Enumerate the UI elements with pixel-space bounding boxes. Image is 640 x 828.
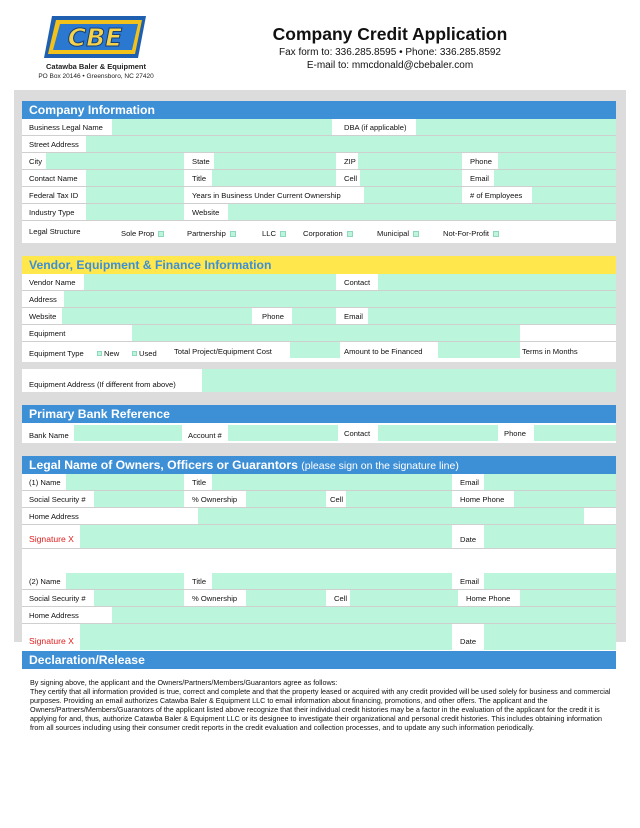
- state-label: State: [192, 157, 210, 166]
- zip-field[interactable]: [358, 153, 462, 169]
- owner1-date-field[interactable]: [484, 525, 616, 548]
- city-label: City: [29, 157, 43, 166]
- address-label: Address: [29, 295, 57, 304]
- owner2-date-label: Date: [460, 637, 477, 646]
- owner1-name-label: (1) Name: [29, 478, 61, 487]
- dba-label: DBA (if applicable): [344, 123, 407, 132]
- owner1-ownership-field[interactable]: [246, 491, 326, 507]
- owner1-title-label: Title: [192, 478, 207, 487]
- form-row: [22, 204, 616, 221]
- owner2-name-field[interactable]: [66, 573, 184, 589]
- equipment-address-row: [22, 369, 616, 392]
- total-cost-label: Total Project/Equipment Cost: [174, 347, 272, 356]
- address-field[interactable]: [64, 291, 616, 307]
- dba-field[interactable]: [416, 119, 616, 135]
- title-label: Title: [192, 174, 207, 183]
- form-row: [22, 153, 616, 170]
- bank-phone-field[interactable]: [534, 425, 616, 441]
- form-row: [22, 491, 616, 508]
- equipment-address-label: Equipment Address (If different from above): [29, 380, 176, 389]
- company-info-section: [22, 101, 616, 243]
- owner2-home-address-field[interactable]: [112, 607, 616, 623]
- structure-option-corporation[interactable]: Corporation: [303, 229, 353, 238]
- amount-financed-label: Amount to be Financed: [344, 347, 423, 356]
- owner2-email-field[interactable]: [484, 573, 616, 589]
- phone-field[interactable]: [292, 308, 336, 324]
- bank-section: [22, 405, 616, 443]
- owner2-ownership-field[interactable]: [246, 590, 326, 606]
- bank-phone-label: Phone: [504, 429, 526, 438]
- years-in-business-field[interactable]: [364, 187, 462, 203]
- owner2-signature-field[interactable]: [80, 624, 452, 650]
- logo-company-name: Catawba Baler & Equipment: [45, 62, 147, 71]
- industry-type-label: Industry Type: [29, 208, 75, 217]
- partnership-checkbox[interactable]: [230, 231, 236, 237]
- industry-type-field[interactable]: [86, 204, 184, 220]
- account-field[interactable]: [228, 425, 338, 441]
- form-row: [22, 525, 616, 549]
- owner1-title-field[interactable]: [212, 474, 452, 490]
- owner2-email-label: Email: [460, 577, 479, 586]
- structure-option-municipal[interactable]: Municipal: [377, 229, 419, 238]
- employees-label: # of Employees: [470, 191, 523, 200]
- owner2-title-field[interactable]: [212, 573, 452, 589]
- equipment-type-label: Equipment Type: [29, 349, 84, 358]
- owner1-ssn-label: Social Security #: [29, 495, 86, 504]
- years-in-business-label: Years in Business Under Current Ownership: [192, 191, 341, 200]
- equipment-field[interactable]: [132, 325, 520, 341]
- new-checkbox[interactable]: [97, 351, 102, 356]
- phone-label: Phone: [470, 157, 492, 166]
- bank-name-label: Bank Name: [29, 431, 69, 440]
- form-row: [22, 573, 616, 590]
- equipment-type-new[interactable]: New: [95, 349, 119, 358]
- owner1-signature-field[interactable]: [80, 525, 452, 548]
- owner1-cell-field[interactable]: [346, 491, 452, 507]
- bank-name-field[interactable]: [74, 425, 182, 441]
- account-label: Account #: [188, 431, 222, 440]
- section-heading: Primary Bank Reference: [22, 405, 616, 423]
- owner1-name-field[interactable]: [66, 474, 184, 490]
- section-heading: Vendor, Equipment & Finance Information: [22, 256, 616, 274]
- page-title: Company Credit Application: [272, 24, 508, 44]
- form-row: [22, 308, 616, 325]
- owner2-title-label: Title: [192, 577, 207, 586]
- form-row: [22, 590, 616, 607]
- federal-tax-id-field[interactable]: [86, 187, 184, 203]
- form-row: [22, 342, 616, 362]
- owner1-home-phone-label: Home Phone: [460, 495, 505, 504]
- amount-financed-field[interactable]: [438, 342, 520, 358]
- legal-structure-label: Legal Structure: [29, 227, 81, 236]
- declaration-heading: Declaration/Release: [22, 651, 616, 669]
- llc-checkbox[interactable]: [280, 231, 286, 237]
- owner2-cell-field[interactable]: [350, 590, 458, 606]
- owner1-cell-label: Cell: [330, 495, 344, 504]
- owner1-email-label: Email: [460, 478, 479, 487]
- structure-option-partnership[interactable]: Partnership: [187, 229, 236, 238]
- form-row: [22, 474, 616, 491]
- website-field[interactable]: [62, 308, 252, 324]
- bank-contact-label: Contact: [344, 429, 371, 438]
- contact-name-label: Contact Name: [29, 174, 78, 183]
- website-label: Website: [192, 208, 220, 217]
- fax-phone-line: Fax form to: 336.285.8595 • Phone: 336.285.8592: [279, 47, 501, 58]
- zip-label: ZIP: [344, 157, 356, 166]
- vendor-name-label: Vendor Name: [29, 278, 76, 287]
- form-row: [22, 170, 616, 187]
- form-row: [22, 607, 616, 624]
- owner2-signature-label: Signature X: [29, 636, 74, 646]
- equipment-type-used[interactable]: Used: [130, 349, 157, 358]
- street-address-field[interactable]: [86, 136, 616, 152]
- email-line: E-mail to: mmcdonald@cbebaler.com: [306, 60, 474, 71]
- state-field[interactable]: [214, 153, 336, 169]
- form-row: [22, 119, 616, 136]
- form-row: [22, 187, 616, 204]
- owner1-signature-label: Signature X: [29, 534, 74, 544]
- email-label: Email: [470, 174, 489, 183]
- contact-label: Contact: [344, 278, 371, 287]
- form-row: [22, 508, 616, 525]
- title-field[interactable]: [212, 170, 336, 186]
- not-for-profit-checkbox[interactable]: [493, 231, 499, 237]
- form-row: [22, 325, 616, 342]
- employees-field[interactable]: [532, 187, 616, 203]
- owner2-home-phone-label: Home Phone: [466, 594, 511, 603]
- owner2-ssn-field[interactable]: [94, 590, 184, 606]
- form-row: [22, 624, 616, 650]
- owner2-name-label: (2) Name: [29, 577, 61, 586]
- bank-contact-field[interactable]: [378, 425, 498, 441]
- equipment-address-field[interactable]: [202, 369, 616, 392]
- cell-field[interactable]: [360, 170, 462, 186]
- vendor-name-field[interactable]: [84, 274, 336, 290]
- structure-option-llc[interactable]: LLC: [262, 229, 286, 238]
- phone-label: Phone: [262, 312, 284, 321]
- website-label: Website: [29, 312, 57, 321]
- owners-section: [22, 456, 616, 650]
- phone-field[interactable]: [498, 153, 616, 169]
- owner1-ssn-field[interactable]: [94, 491, 184, 507]
- owner2-home-address-label: Home Address: [29, 611, 79, 620]
- email-label: Email: [344, 312, 363, 321]
- owner2-ownership-label: % Ownership: [192, 594, 238, 603]
- form-row: [22, 291, 616, 308]
- municipal-checkbox[interactable]: [413, 231, 419, 237]
- street-address-label: Street Address: [29, 140, 79, 149]
- form-row: [22, 136, 616, 153]
- email-field[interactable]: [368, 308, 616, 324]
- owner2-ssn-label: Social Security #: [29, 594, 86, 603]
- company-address: PO Box 20146 • Greensboro, NC 27420: [38, 73, 154, 80]
- owner2-date-field[interactable]: [484, 624, 616, 650]
- vendor-section: [22, 256, 616, 362]
- corporation-checkbox[interactable]: [347, 231, 353, 237]
- city-field[interactable]: [46, 153, 184, 169]
- owner1-home-phone-field[interactable]: [514, 491, 616, 507]
- owner1-home-address-label: Home Address: [29, 512, 79, 521]
- form-row: [22, 274, 616, 291]
- declaration-intro: By signing above, the applicant and the Owners/Partners/Members/Guarantors agree as follows:: [30, 678, 338, 687]
- sole-prop-checkbox[interactable]: [158, 231, 164, 237]
- section-heading: Legal Name of Owners, Officers or Guarantors (please sign on the signature line): [22, 456, 616, 474]
- svg-text:CBE: CBE: [67, 23, 123, 52]
- total-cost-field[interactable]: [290, 342, 340, 358]
- email-field[interactable]: [494, 170, 616, 186]
- business-legal-name-field[interactable]: [112, 119, 332, 135]
- used-checkbox[interactable]: [132, 351, 137, 356]
- owner1-ownership-label: % Ownership: [192, 495, 238, 504]
- section-heading: Company Information: [22, 101, 616, 119]
- owner2-cell-label: Cell: [334, 594, 348, 603]
- cell-label: Cell: [344, 174, 358, 183]
- terms-label: Terms in Months: [522, 347, 578, 356]
- federal-tax-id-label: Federal Tax ID: [29, 191, 79, 200]
- legal-structure-row: [22, 221, 616, 243]
- contact-field[interactable]: [378, 274, 616, 290]
- website-field[interactable]: [228, 204, 616, 220]
- business-legal-name-label: Business Legal Name: [29, 123, 103, 132]
- owner1-date-label: Date: [460, 535, 477, 544]
- structure-option-not-for-profit[interactable]: Not-For-Profit: [443, 229, 499, 238]
- equipment-label: Equipment: [29, 329, 66, 338]
- declaration-text: They certify that all information provided is true, correct and complete and that the property leased or acquired with any credit provided will be used solely for business and commercial purposes. Providing an email authorizes Catawba Baler & Equipment LLC to email information about financing, promotions, and other offers. The applicant and the Owners/Partners/Members/Guarantors of the applicant listed above recognize that their individual credit histories may be a factor in the evaluation of the applicant for the credit it is applying for and, thus, authorize Catawba Baler & Equipment LLC or its designee to investigate their organizational and personal credit histories. This includes obtaining information from all sources including using their consumer credit reports in the credit evaluation and collection processes, and to update any such information periodically.: [30, 687, 611, 733]
- owner1-home-address-field[interactable]: [198, 508, 584, 524]
- structure-option-sole-prop[interactable]: Sole Prop: [121, 229, 164, 238]
- owner1-email-field[interactable]: [484, 474, 616, 490]
- contact-name-field[interactable]: [86, 170, 184, 186]
- owner2-home-phone-field[interactable]: [520, 590, 616, 606]
